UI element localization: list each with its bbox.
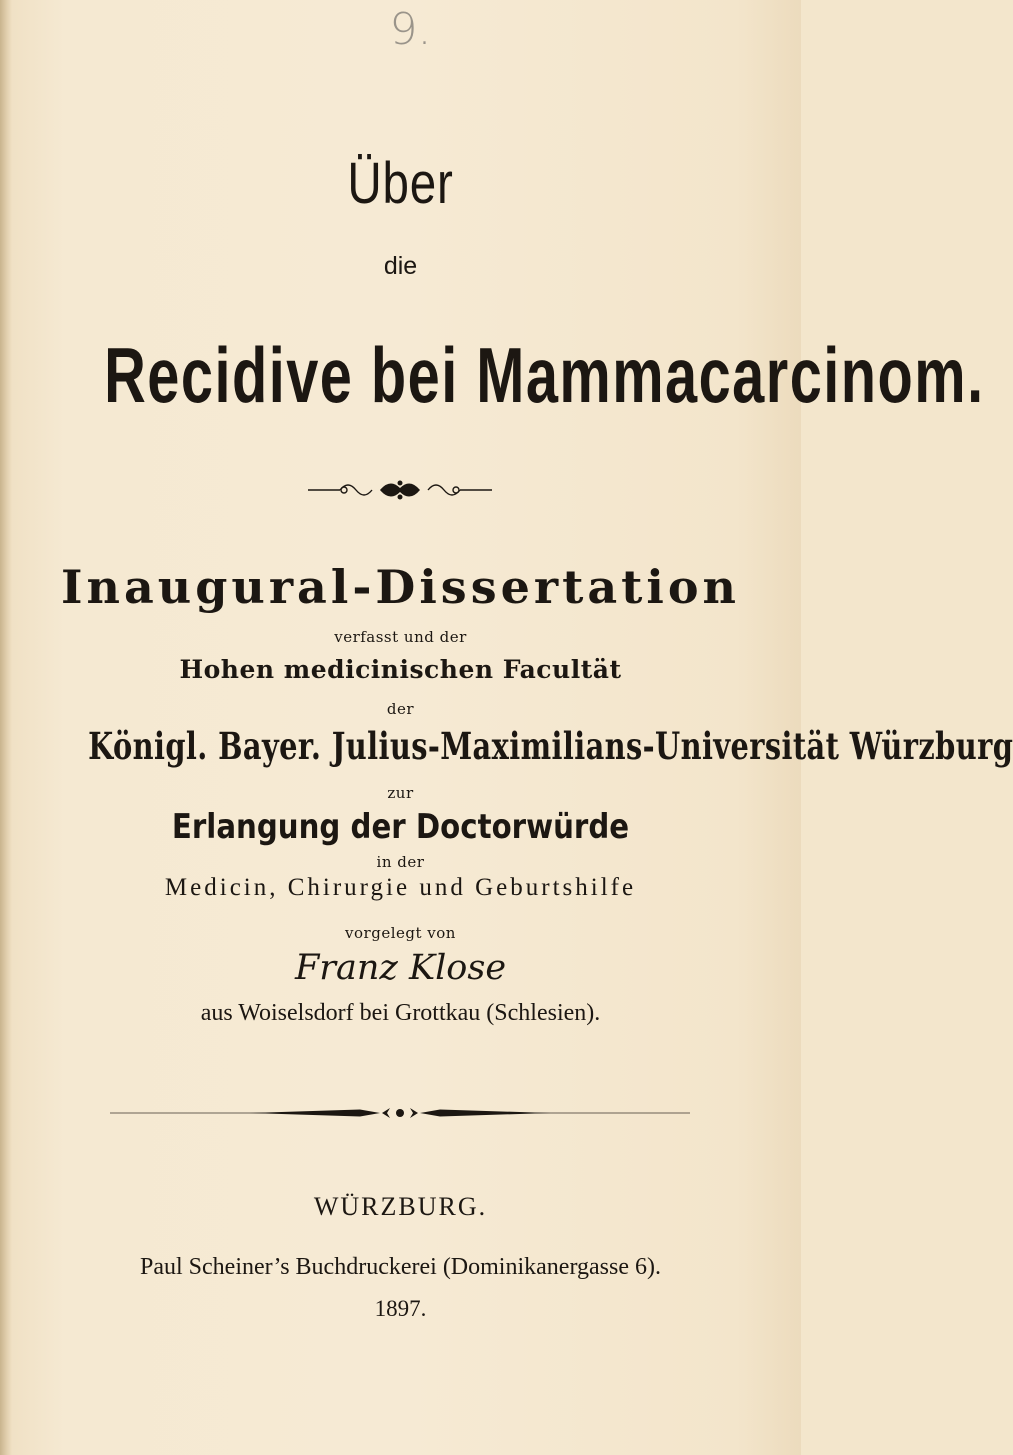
title-prefix: Über [347, 151, 454, 216]
ornament-flourish-icon [300, 477, 500, 503]
decorative-rule-icon [110, 1107, 690, 1119]
imprint-city: WÜRZBURG. [313, 1192, 488, 1221]
title-connector: die [383, 252, 418, 280]
university-line: Königl. Bayer. Julius-Maximilians-Universität Würzburg [88, 724, 1013, 768]
author-origin: aus Woiselsdorf bei Grottkau (Schlesien). [200, 1000, 601, 1026]
verfasst-line: verfasst und der [334, 628, 467, 646]
faculty-line: Hohen medicinischen Facultät [179, 655, 622, 684]
main-title: Recidive bei Mammacarcinom. [104, 331, 985, 419]
dissertation-heading: Inaugural-Dissertation [61, 560, 740, 614]
der-line: der [386, 700, 415, 718]
author-name: Franz Klose [294, 948, 507, 988]
vorgelegt-line: vorgelegt von [345, 924, 456, 942]
degree-line: Erlangung der Doctorwürde [171, 807, 630, 847]
fields-line: Medicin, Chirurgie und Geburtshilfe [164, 874, 637, 901]
imprint-year: 1897. [374, 1296, 427, 1321]
in-der-line: in der [376, 853, 425, 871]
binding-edge [0, 0, 12, 1455]
imprint-printer: Paul Scheiner’s Buchdruckerei (Dominikanergasse 6). [140, 1254, 661, 1280]
pencil-mark: 9. [389, 4, 432, 55]
zur-line: zur [387, 784, 414, 802]
